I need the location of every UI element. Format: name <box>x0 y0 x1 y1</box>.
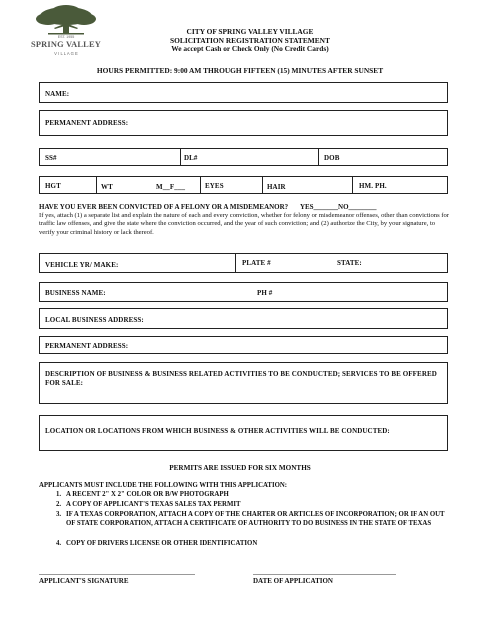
sex-label: M__F___ <box>156 183 186 191</box>
felony-explanation: If yes, attach (1) a separate list and explain the nature of each and every conviction, whether for felony or misdemeanor offenses, other than convictions for traffic law offenses, and give the state where the conviction occurred, and the year of such conviction; and (2) authorize the City, by your signature, to verify your criminal history or lack thereof. <box>39 212 450 236</box>
permits-note: PERMITS ARE ISSUED FOR SIX MONTHS <box>169 464 311 472</box>
business-location-label: LOCATION OR LOCATIONS FROM WHICH BUSINESS & OTHER ACTIVITIES WILL BE CONDUCTED: <box>45 427 390 435</box>
requirement-text: IF A TEXAS CORPORATION, ATTACH A COPY OF THE CHARTER OR ARTICLES OF INCORPORATION; OR IF AN OUT OF STATE CORPORATION, ATTACH A CERTIFICATE OF AUTHORITY TO DO BUSINESS IN THE STATE OF TEXAS <box>66 511 445 527</box>
name-field[interactable] <box>39 82 448 103</box>
local-business-address-field[interactable] <box>39 308 448 329</box>
id-row <box>39 148 448 166</box>
vehicle-row <box>39 253 448 273</box>
business-name-field[interactable] <box>39 282 448 302</box>
wt-cell[interactable] <box>96 177 186 193</box>
business-permanent-address-field[interactable] <box>39 336 448 354</box>
hm-ph-cell[interactable] <box>352 177 447 193</box>
requirement-text: A COPY OF APPLICANT'S TEXAS SALES TAX PERMIT <box>66 501 241 508</box>
hgt-label: HGT <box>45 182 61 190</box>
application-date-label: DATE OF APPLICATION <box>253 577 333 585</box>
ss-label: SS# <box>45 154 57 162</box>
form-header <box>100 28 400 54</box>
logo-brand-main: SPRING VALLEY <box>30 40 101 49</box>
requirement-text: A RECENT 2" X 2" COLOR OR B/W PHOTOGRAPH <box>66 491 229 498</box>
felony-yes-no[interactable]: YES_______NO________ <box>299 203 377 211</box>
business-description-label: DESCRIPTION OF BUSINESS & BUSINESS RELATED ACTIVITIES TO BE CONDUCTED; SERVICES TO BE OFFERED FOR SALE: <box>45 370 437 387</box>
vehicle-label[interactable]: VEHICLE YR/ MAKE: <box>45 261 119 269</box>
logo-est: EST. 1955 <box>57 35 75 39</box>
business-permanent-address-label: PERMANENT ADDRESS: <box>45 342 129 350</box>
permanent-address-field[interactable] <box>39 110 448 136</box>
dl-label: DL# <box>184 154 198 162</box>
business-name-label: BUSINESS NAME: <box>45 289 106 297</box>
requirement-number: 3. <box>56 511 62 518</box>
header-title: SOLICITATION REGISTRATION STATEMENT <box>170 35 330 45</box>
header-payment-note: We accept Cash or Check Only (No Credit Cards) <box>171 44 329 54</box>
hm-ph-label: HM. PH. <box>359 182 387 190</box>
hours-permitted: HOURS PERMITTED: 9:00 AM THROUGH FIFTEEN (15) MINUTES AFTER SUNSET <box>96 66 384 75</box>
requirements-intro: APPLICANTS MUST INCLUDE THE FOLLOWING WITH THIS APPLICATION: <box>39 482 288 489</box>
applicant-signature-label: APPLICANT'S SIGNATURE <box>39 577 129 585</box>
business-location-field[interactable] <box>39 415 448 451</box>
hair-cell[interactable] <box>262 177 353 193</box>
dl-cell[interactable] <box>180 149 319 165</box>
business-phone-label: PH # <box>257 289 273 297</box>
requirement-number: 4. <box>56 540 62 547</box>
requirement-text: COPY OF DRIVERS LICENSE OR OTHER IDENTIFICATION <box>66 540 258 547</box>
local-business-address-label: LOCAL BUSINESS ADDRESS: <box>45 316 144 324</box>
hair-label: HAIR <box>267 183 286 191</box>
felony-question-text: HAVE YOU EVER BEEN CONVICTED OF A FELONY OR A MISDEMEANOR? <box>39 203 289 211</box>
application-date-line[interactable] <box>253 574 396 575</box>
applicant-signature-line[interactable] <box>39 574 195 575</box>
business-description-field[interactable] <box>39 362 448 404</box>
eyes-cell[interactable] <box>200 177 263 193</box>
plate-label: PLATE # <box>242 259 271 267</box>
header-city: CITY OF SPRING VALLEY VILLAGE <box>186 27 314 36</box>
dob-label: DOB <box>324 154 340 162</box>
state-label: STATE: <box>337 259 362 267</box>
logo-brand-sub: V I L L A G E <box>54 51 78 56</box>
dob-cell[interactable] <box>318 149 447 165</box>
requirement-item <box>56 511 446 541</box>
wt-label: WT <box>101 183 113 191</box>
name-label: NAME: <box>45 90 70 98</box>
village-logo <box>26 4 106 62</box>
requirement-number: 2. <box>56 501 62 508</box>
felony-question <box>39 203 459 211</box>
requirement-number: 1. <box>56 491 62 498</box>
permanent-address-label: PERMANENT ADDRESS: <box>45 119 129 127</box>
eyes-label: EYES <box>205 182 224 190</box>
physical-row <box>39 176 448 194</box>
plate-cell[interactable] <box>235 254 447 272</box>
